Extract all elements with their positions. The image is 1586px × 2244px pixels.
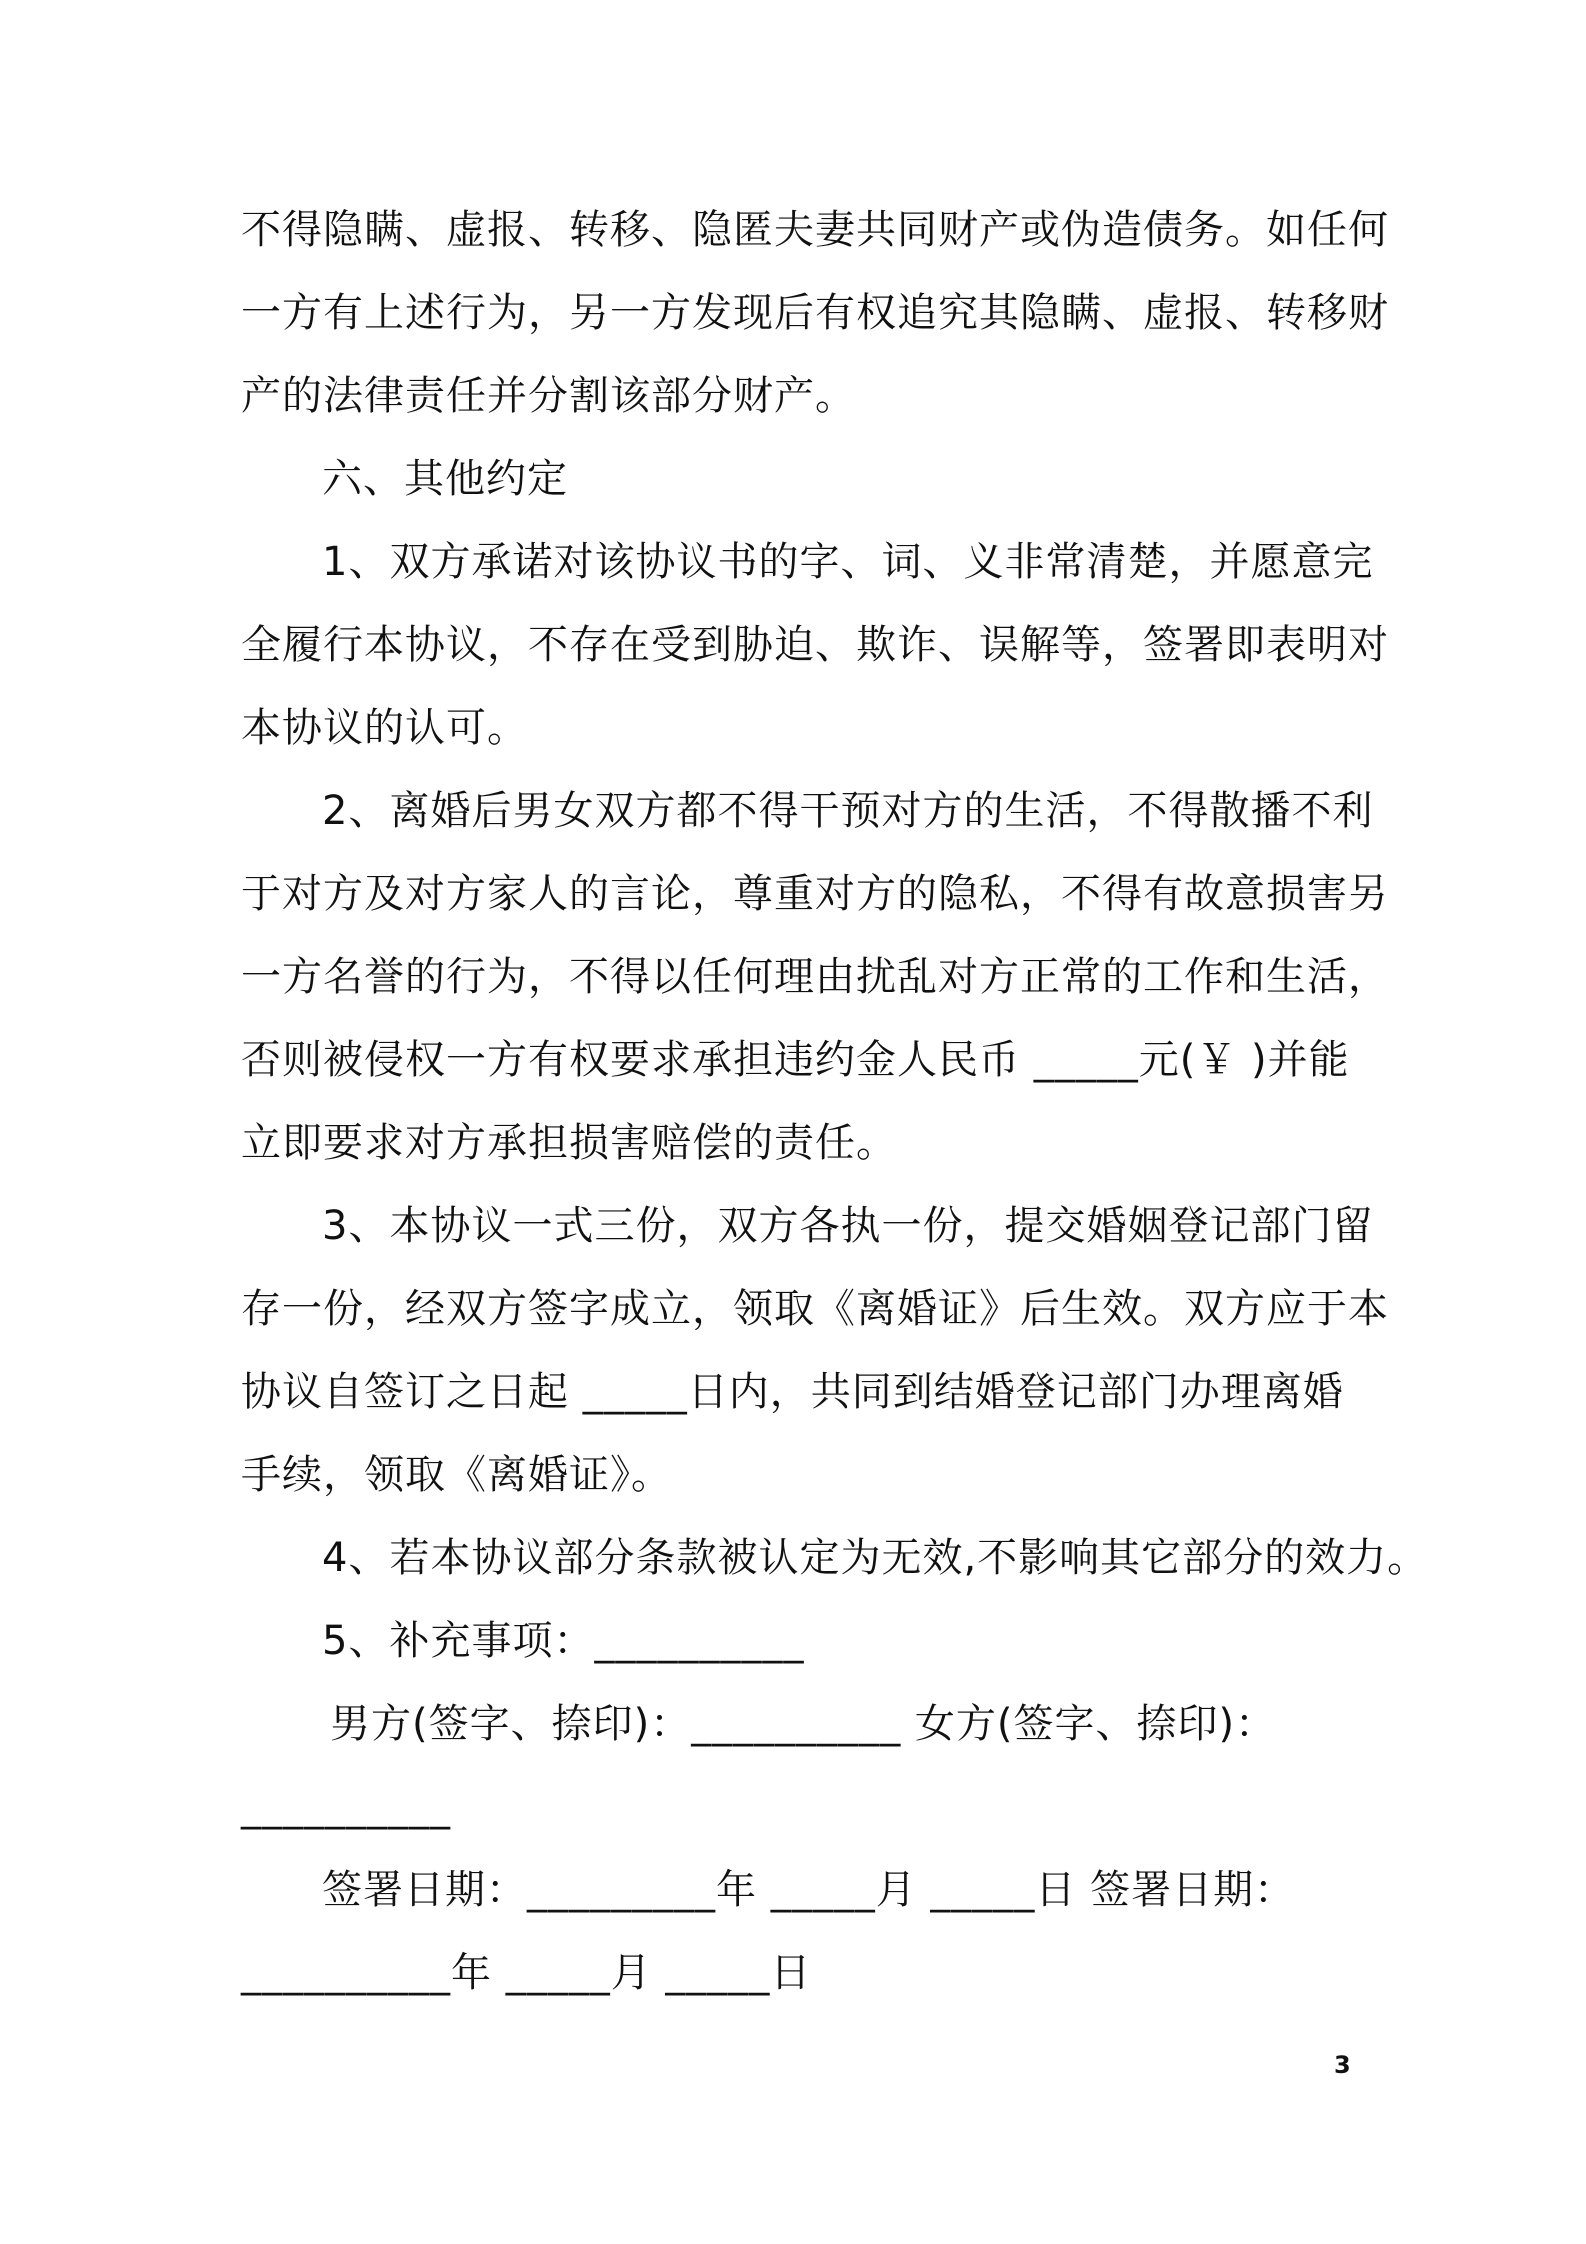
paragraph-line: 不得隐瞒、虚报、转移、隐匿夫妻共同财产或伪造债务。如任何 [241, 207, 1389, 253]
clause-1-line: 本协议的认可。 [241, 705, 528, 751]
signature-blank: __________ [241, 1784, 451, 1830]
paragraph-line: 一方有上述行为，另一方发现后有权追究其隐瞒、虚报、转移财 [241, 290, 1389, 336]
clause-1-line: 1、双方承诺对该协议书的字、词、义非常清楚，并愿意完 [322, 539, 1374, 585]
paragraph-line: 产的法律责任并分割该部分财产。 [241, 373, 856, 419]
signature-line: 男方(签字、捺印)：__________ 女方(签字、捺印)： [330, 1701, 1277, 1747]
clause-3-line: 存一份，经双方签字成立，领取《离婚证》后生效。双方应于本 [241, 1286, 1389, 1332]
clause-2-line: 立即要求对方承担损害赔偿的责任。 [241, 1120, 897, 1166]
clause-1-line: 全履行本协议，不存在受到胁迫、欺诈、误解等，签署即表明对 [241, 622, 1389, 668]
signing-date-line: __________年 _____月 _____日 [241, 1950, 812, 1996]
clause-3-line: 协议自签订之日起 _____日内，共同到结婚登记部门办理离婚 [241, 1369, 1344, 1415]
section-heading: 六、其他约定 [322, 456, 568, 502]
clause-3-line: 手续，领取《离婚证》。 [241, 1452, 672, 1498]
clause-2-line: 2、离婚后男女双方都不得干预对方的生活，不得散播不利 [322, 788, 1374, 834]
clause-2-line: 于对方及对方家人的言论，尊重对方的隐私，不得有故意损害另 [241, 871, 1389, 917]
page-number: 3 [1334, 2051, 1351, 2079]
signing-date-line: 签署日期：_________年 _____月 _____日 签署日期： [322, 1867, 1296, 1913]
clause-5-line: 5、补充事项：__________ [322, 1618, 805, 1664]
clause-3-line: 3、本协议一式三份，双方各执一份，提交婚姻登记部门留 [322, 1203, 1374, 1249]
clause-2-line: 一方名誉的行为，不得以任何理由扰乱对方正常的工作和生活， [241, 954, 1389, 1000]
clause-2-line: 否则被侵权一方有权要求承担违约金人民币 _____元(￥ )并能 [241, 1037, 1350, 1083]
clause-4-line: 4、若本协议部分条款被认定为无效,不影响其它部分的效力。 [322, 1535, 1429, 1581]
